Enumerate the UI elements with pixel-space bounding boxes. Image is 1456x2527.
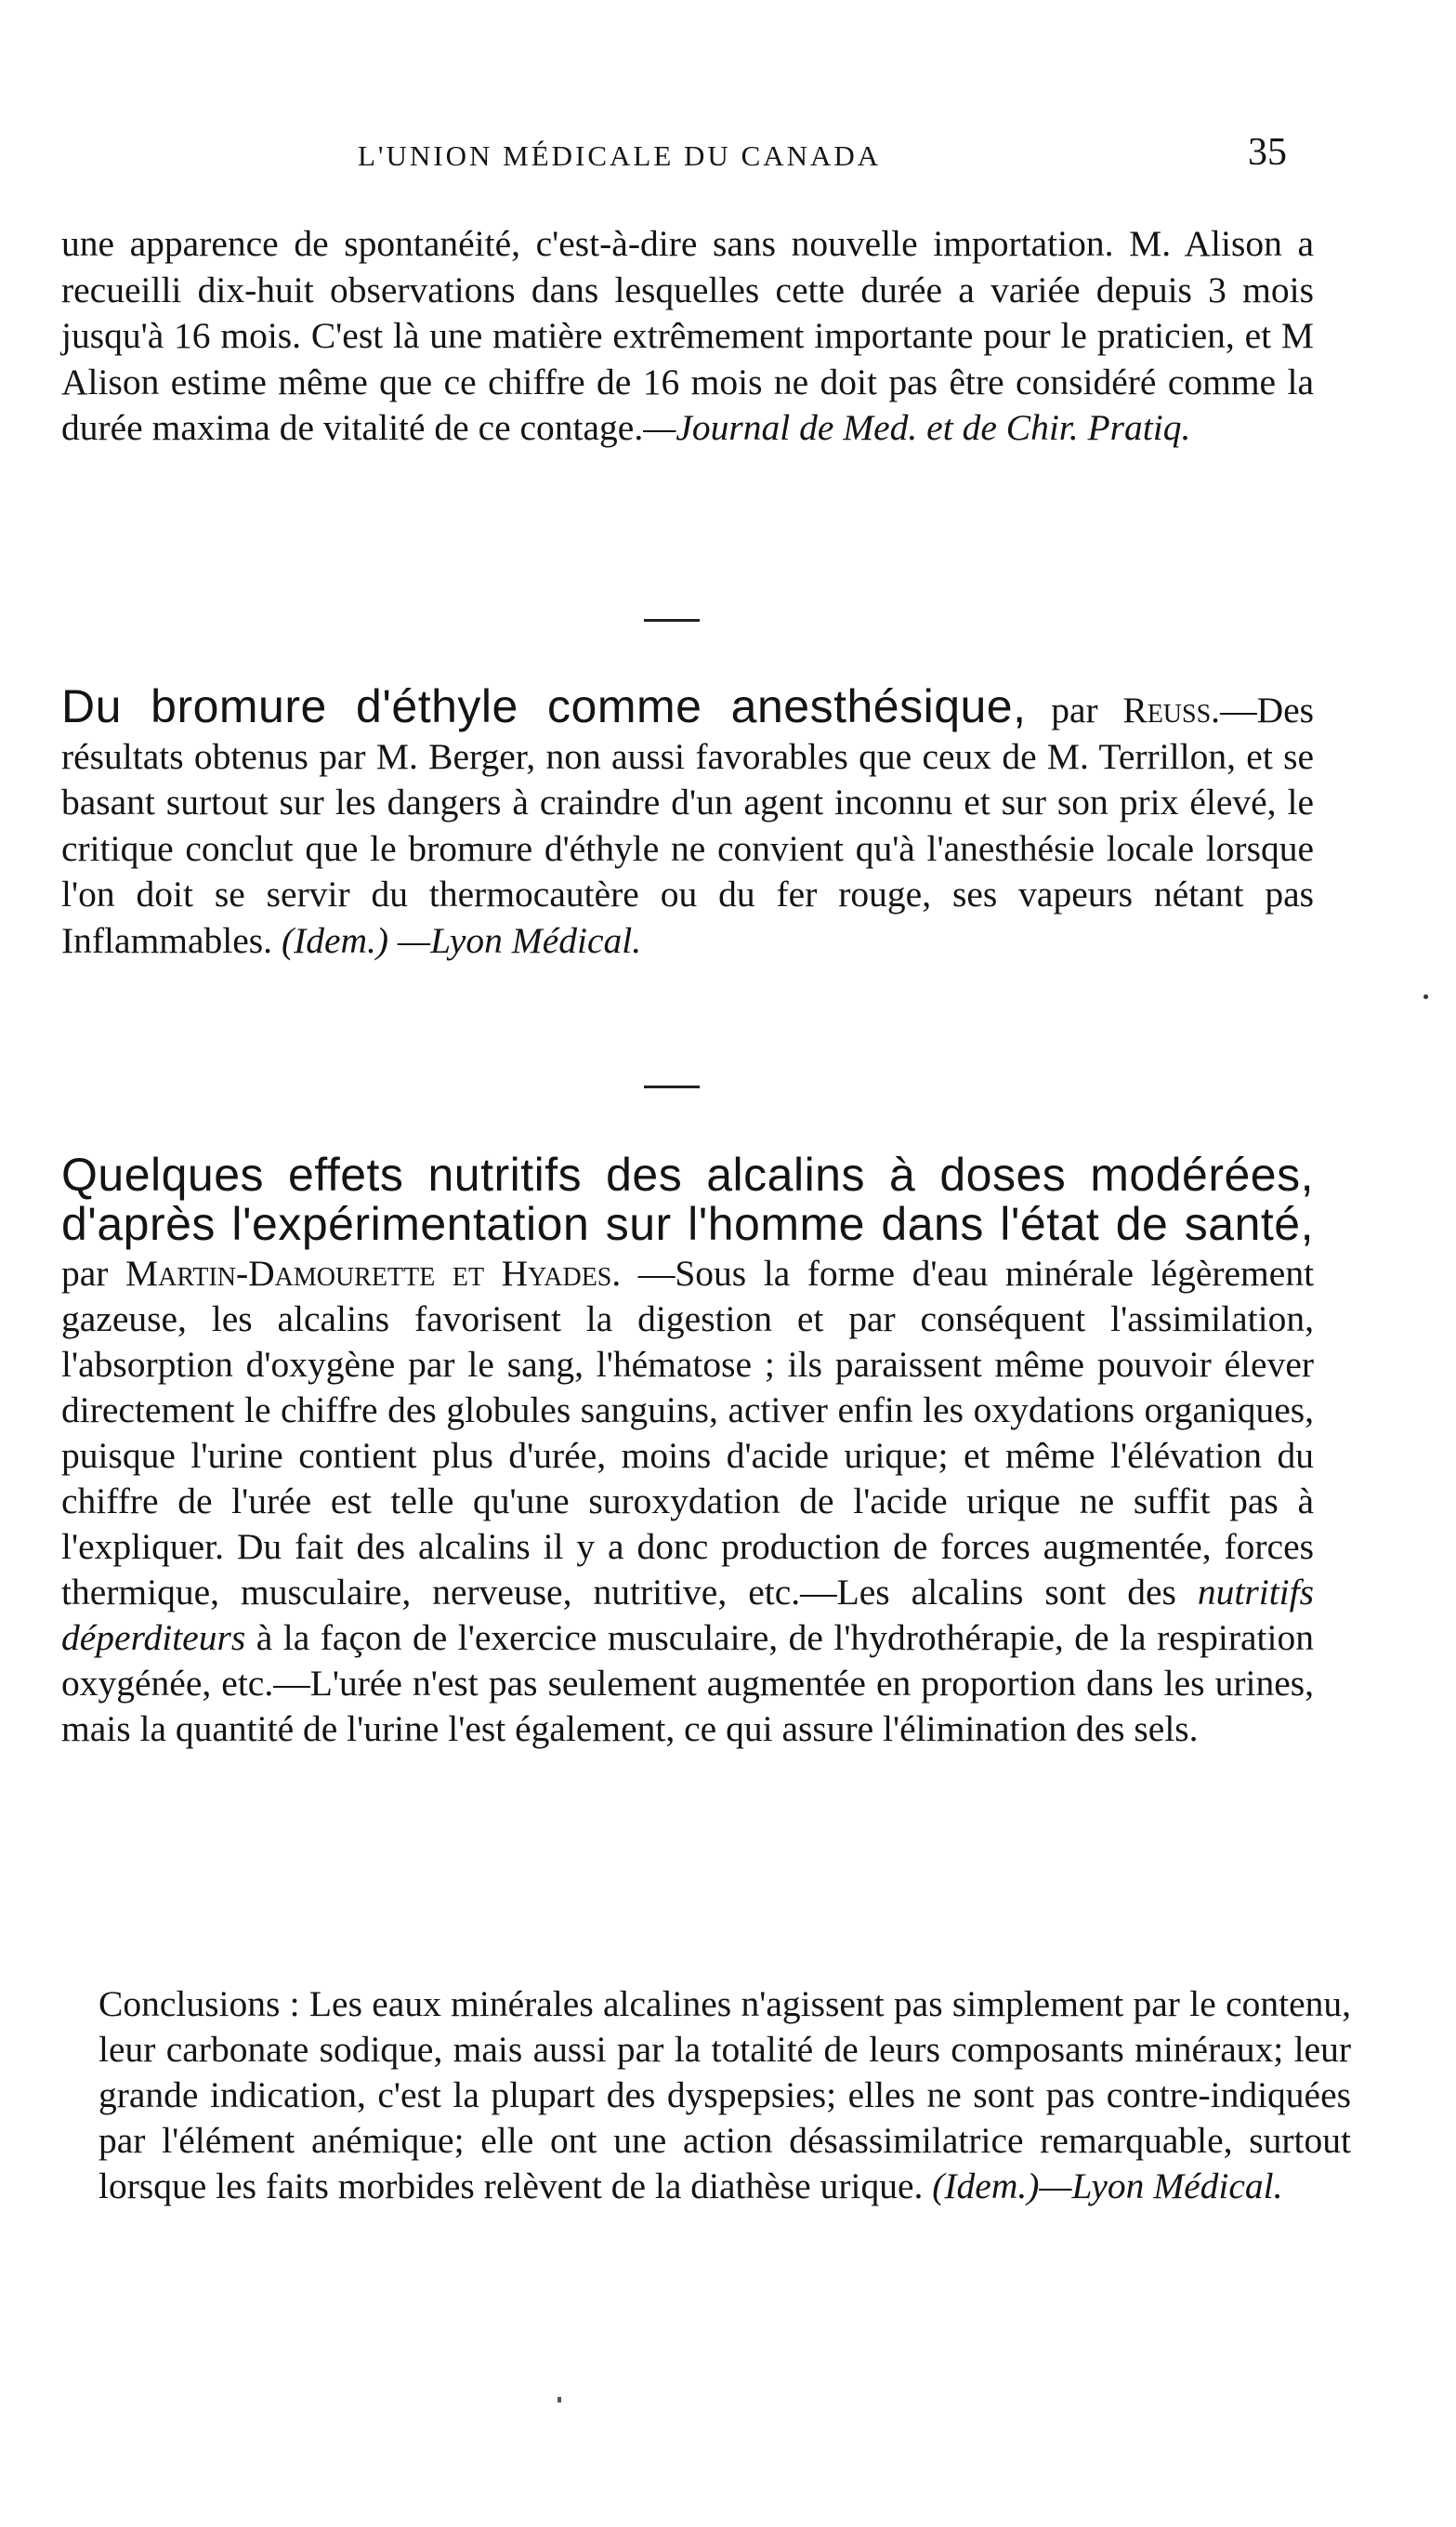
section-divider [644,619,700,622]
article-alcalins [61,1149,1315,1752]
by-word: par [1051,690,1098,730]
article-title: Quelques effets nutritifs des alcalins à doses modérées, d'après l'expérimentation sur l'homme dans l'état de santé, [61,1149,1314,1250]
conclusions-text: Conclusions : Les eaux minérales alcalines n'agissent pas simplement par le contenu, leur carbonate sodique, mais aussi par la totalité de leurs composants minéraux; leur grande indication, c'est la plupart des dyspepsies; elles ne sont pas contre-indiquées par l'élément anémique; elle ont une action désassimilatrice remarquable, surtout lorsque les faits morbides relèvent de la diathèse urique. [98,1983,1351,2206]
idem-reference: (Idem.) [932,2165,1040,2206]
italic-term: nutritifs déperditeurs [61,1572,1315,1658]
article-title: Du bromure d'éthyle comme anesthésique, [61,680,1027,732]
paragraph-text: —Sous la forme d'eau minérale légèrement gazeuse, les alcalins favorisent la digestion et par conséquent l'assimilation, l'absorption d'oxygène par le sang, l'hématose ; ils paraissent même pouvoir élever directement le chiffre des globules sanguins, activer enfin les oxydations organiques, puisque l'urine contient plus d'urée, moins d'acide urique; et même l'élévation du chiffre de l'urée est telle qu'une suroxydation de l'acide urique ne suffit pas à l'expliquer. Du fait des alcalins il y a donc production de forces augmentée, forces thermique, musculaire, nerveuse, nutritive, etc.—Les alcalins sont des [61,1253,1315,1612]
print-speck [1423,994,1428,999]
article-authors: Martin-Damourette et Hyades. [125,1253,622,1294]
source-citation: —Lyon Médical. [1039,2165,1283,2206]
paragraph-text-continued: à la façon de l'exercice musculaire, de l'hydrothérapie, de la respiration oxygénée, etc.—L'urée n'est pas seulement augmentée en proportion dans les urines, mais la quantité de l'urine l'est également, ce qui assure l'élimination des sels. [61,1617,1314,1749]
running-title: L'UNION MÉDICALE DU CANADA [358,139,882,172]
paragraph-text: une apparence de spontanéité, c'est-à-dire sans nouvelle importation. M. Alison a recueilli dix-huit observations dans lesquelles cette durée a variée depuis 3 mois jusqu'à 16 mois. C'est là une matière extrêmement importante pour le praticien, et M Alison estime même que ce chiffre de 16 mois ne doit pas être considéré comme la durée maxima de vitalité de ce contage. [61,223,1314,448]
source-citation: —Lyon Médical. [397,919,642,961]
section-divider [644,1086,700,1088]
article-continuation [61,221,1314,452]
article-bromure [61,680,1314,964]
page-number: 35 [1248,131,1287,174]
article-author: Reuss. [1122,690,1221,730]
paragraph-text: —Des résultats obtenus par M. Berger, non aussi favorables que ceux de M. Terrillon, et se basant surtout sur les dangers à craindre d'un agent inconnu et sur son prix élevé, le critique conclut que le bromure d'éthyle ne convient qu'à l'anesthésie locale lorsque l'on doit se servir du thermocautère ou du fer rouge, ses vapeurs nétant pas Inflammables. [61,690,1314,961]
article-conclusions [61,1981,1351,2209]
source-citation: —Journal de Med. et de Chir. Pratiq. [643,407,1191,448]
by-word: par [61,1253,109,1294]
print-speck [557,2397,561,2402]
idem-reference: (Idem.) [281,919,389,961]
